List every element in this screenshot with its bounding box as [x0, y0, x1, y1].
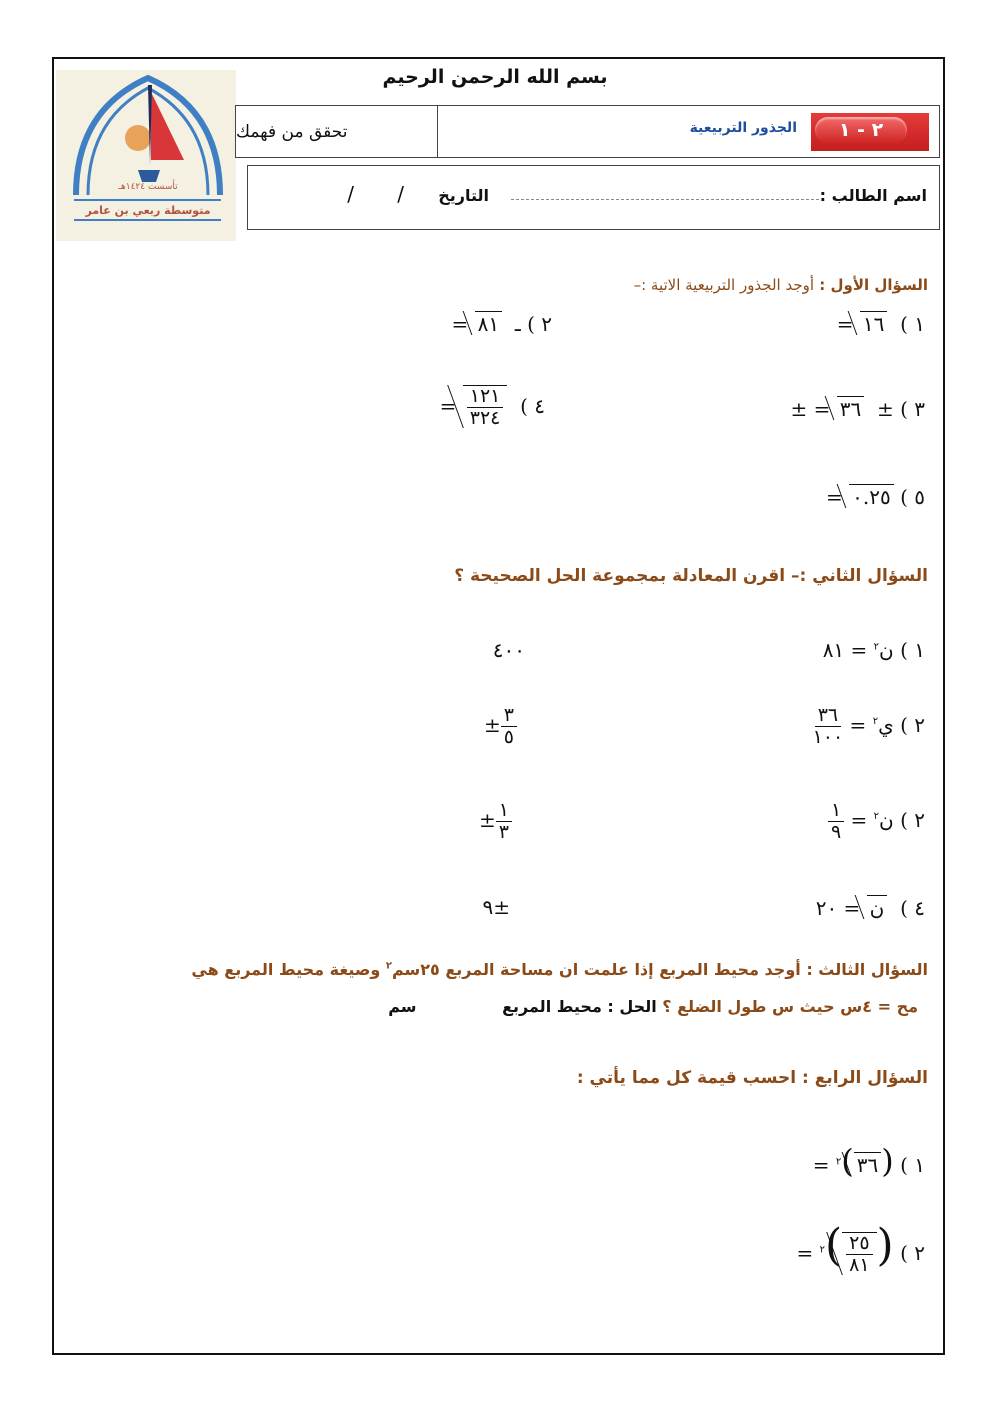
variable: ن: [879, 638, 894, 662]
numerator: ١٢١: [467, 386, 504, 408]
denominator: ٣: [498, 820, 509, 843]
numerator: ٢٥: [846, 1233, 872, 1255]
sqrt-fraction: [463, 385, 508, 429]
fraction: [813, 705, 844, 748]
q1-heading: [634, 276, 928, 294]
q3-formula: مح = ٤س حيث س طول الضلع ؟: [656, 997, 918, 1016]
lesson-header-box: [235, 105, 940, 158]
sqrt-expression: ٣٦: [854, 1152, 881, 1177]
equals-sign: =: [439, 393, 457, 418]
basmala: بسم الله الرحمن الرحيم: [382, 66, 608, 88]
lesson-number: ٢ - ١: [815, 117, 907, 143]
item-number: ٥ ): [900, 485, 925, 509]
item-number: ٣ ): [900, 397, 925, 421]
fraction: [828, 800, 844, 843]
item-number: ٢ ): [900, 807, 925, 832]
q2-solution-1: ٤٠٠: [492, 638, 525, 662]
equals-sign: =: [796, 1241, 814, 1265]
exponent: ٢: [872, 716, 879, 728]
item-number: ١ ): [900, 638, 925, 662]
plus-minus-sign: ±: [479, 807, 496, 832]
lesson-title-area: [438, 106, 939, 157]
item-number: ١ ): [900, 1153, 925, 1177]
sqrt-expression: ٠.٢٥: [849, 484, 894, 509]
sqrt-expression: ١٦: [860, 311, 887, 336]
sqrt-fraction: [842, 1232, 876, 1276]
student-name-field[interactable]: [511, 199, 819, 200]
item-number: ٢ ): [900, 712, 925, 737]
denominator: ١٠٠: [812, 725, 844, 748]
date-separator: /: [397, 182, 404, 206]
denominator: ٣٢٤: [469, 406, 501, 429]
q2-equation-3: ٢ ) ن$^٢$ = $\frac{١}{٩}$: [828, 800, 925, 843]
student-name-label: اسم الطالب :: [819, 186, 927, 205]
q1-item-4: [440, 385, 545, 429]
q3-prompt: السؤال الثالث : أوجد محيط المربع إذا علمت ان مساحة المربع ٢٥سم: [391, 960, 928, 979]
q1-item-1: [837, 311, 925, 336]
right-hand-side: = ٢٠: [815, 896, 861, 920]
plus-minus-sign: ±: [876, 397, 894, 421]
item-number: ٢ ): [900, 1241, 925, 1265]
numerator: ٣٦: [815, 705, 841, 727]
numerator: ١: [496, 800, 512, 822]
denominator: ٥: [503, 725, 514, 748]
q3-line-1: [191, 960, 928, 979]
sqrt-expression: ٣٦: [837, 396, 864, 421]
numerator: ١: [828, 800, 844, 822]
student-info-box: [247, 165, 940, 230]
q4-item-1: ١ ) (٣٦)$^٢$ =: [812, 1142, 925, 1180]
right-hand-side: = ٨١: [822, 638, 868, 662]
exponent: ٢: [835, 1156, 842, 1168]
q2-equation-4: [816, 895, 925, 920]
q3-unit: سم: [388, 997, 417, 1016]
exponent: ٢: [873, 811, 880, 823]
numerator: ٣: [501, 705, 517, 727]
equals-sign: =: [812, 1153, 830, 1177]
logo-founded-text: تأسست ١٤٢٤هـ: [118, 182, 178, 192]
q1-item-3: [791, 396, 925, 421]
item-number: ٢ ): [527, 312, 552, 336]
lesson-title: الجذور التربيعية: [689, 120, 797, 136]
denominator: ٨١: [849, 1254, 870, 1276]
q1-item-5: [826, 484, 925, 509]
sqrt-expression: ٨١: [475, 311, 502, 336]
minus-sign: ـ: [514, 312, 521, 336]
q1-instruction: أوجد الجذور التربيعية الاتية :–: [633, 276, 815, 294]
q2-solution-2: [484, 705, 517, 748]
lesson-badge: [811, 113, 929, 151]
logo-school-name: متوسطة ربعي بن عامر: [85, 204, 211, 217]
q3-line-2: [388, 997, 918, 1016]
q2-equation-1: [823, 638, 925, 662]
date-label: التاريخ: [438, 186, 489, 205]
q4-heading: السؤال الرابع : احسب قيمة كل مما يأتي :: [576, 1068, 928, 1088]
plus-minus-sign: ±: [484, 712, 501, 737]
equals-sign: =: [836, 312, 854, 336]
equals-sign: = ±: [790, 397, 831, 421]
section-label: تحقق من فهمك: [236, 106, 438, 157]
q4-item-2: ٢ ) ( $\frac{٢٥}{٨١}$ )$^٢$ =: [796, 1220, 925, 1276]
q1-title: السؤال الأول :: [819, 276, 928, 294]
exponent: ٢: [819, 1244, 825, 1256]
variable: ن: [879, 807, 894, 832]
denominator: ٩: [830, 820, 842, 843]
equals-sign: =: [451, 312, 469, 336]
equals-sign: =: [826, 485, 843, 509]
q2-heading: السؤال الثاني :– اقرن المعادلة بمجموعة الحل الصحيحة ؟: [454, 566, 928, 586]
school-logo: [56, 70, 236, 241]
item-number: ٤ ): [520, 393, 545, 418]
q2-solution-3: [479, 800, 512, 843]
exponent: ٢: [873, 641, 880, 653]
q3-prompt-end: وصيغة محيط المربع هي: [191, 960, 386, 979]
q2-equation-2: ٢ ) ي$^٢$ = $\frac{٣٦}{١٠٠}$: [812, 704, 925, 748]
variable: ي: [878, 712, 894, 737]
sqrt-variable: ن: [867, 895, 888, 920]
date-separator: /: [347, 182, 354, 206]
fraction: [501, 705, 517, 748]
fraction: [496, 800, 512, 843]
q2-solution-4: ±٩: [482, 895, 510, 919]
item-number: ٤ ): [900, 896, 925, 920]
q1-item-2: [452, 311, 552, 336]
item-number: ١ ): [900, 312, 925, 336]
exponent: ٢: [385, 960, 392, 972]
q3-solution-label: الحل : محيط المربع: [502, 997, 657, 1016]
